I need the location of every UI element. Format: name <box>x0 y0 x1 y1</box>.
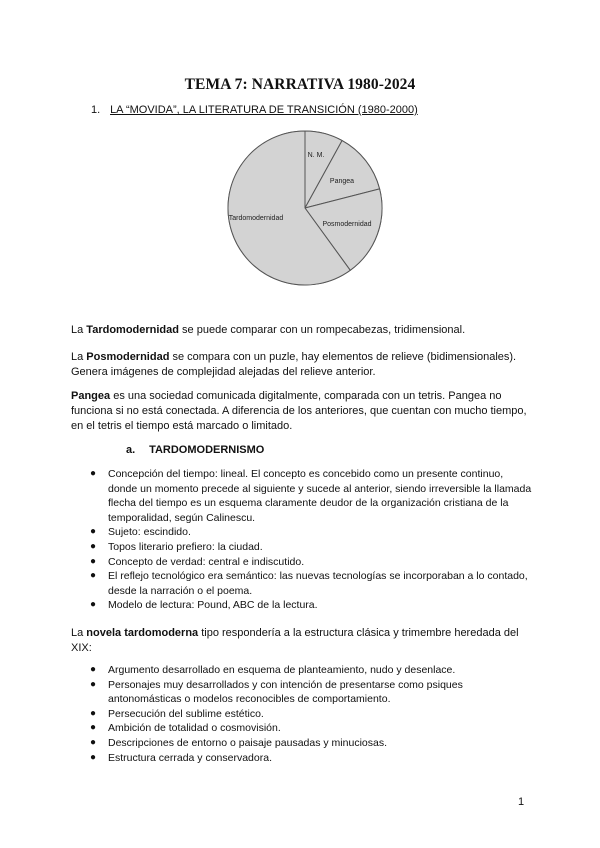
pie-label: N. M. <box>307 152 325 159</box>
list-item: ● Concepto de verdad: central e indiscutido. <box>90 555 305 568</box>
list-item: ● Argumento desarrollado en esquema de planteamiento, nudo y desenlace. <box>90 664 456 676</box>
bullet-icon: ● <box>90 664 97 675</box>
pie-slices <box>228 131 382 285</box>
paragraph-posmodernidad: La Posmodernidad se compara con un puzle, hay elementos de relieve (bidimensionales). Genera imágenes de complejidad alejadas del relieve anterior. <box>71 351 517 379</box>
bullet-icon: ● <box>90 678 97 690</box>
list-item: ● Descripciones de entorno o paisaje pausadas y minuciosas. <box>90 736 387 749</box>
bullet-icon: ● <box>90 555 97 567</box>
section-1-number: 1. <box>91 104 101 116</box>
term-pangea: Pangea <box>71 390 111 402</box>
list-item: ● Estructura cerrada y conservadora. <box>90 751 272 764</box>
list-item: ● Personajes muy desarrollados y con intención de presentarse como psiques antonomásticas o modelos reconocibles de comportamiento. <box>90 678 463 706</box>
bullet-icon: ● <box>90 526 97 538</box>
subsection-a-heading <box>126 444 264 456</box>
list-item: ● Topos literario prefiero: la ciudad. <box>90 540 263 553</box>
bullet-icon: ● <box>90 570 97 582</box>
subsection-a-title: TARDOMODERNISMO <box>149 444 265 456</box>
pie-label: Tardomodernidad <box>228 215 284 222</box>
subsection-a-label: a. <box>126 444 136 456</box>
section-1-heading <box>91 104 418 116</box>
bullet-icon: ● <box>90 540 97 552</box>
pie-label: Pangea <box>329 178 355 185</box>
term-tardomodernidad: Tardomodernidad <box>86 324 179 336</box>
paragraph-novela-tardomoderna: La novela tardomoderna tipo respondería a la estructura clásica y trimembre heredada del XIX: <box>71 627 519 655</box>
term-novela-tardomoderna: novela tardomoderna <box>86 627 199 639</box>
term-posmodernidad: Posmodernidad <box>86 351 170 363</box>
paragraph-pangea: Pangea es una sociedad comunicada digitalmente, comparada con un tetris. Pangea no funciona si no está conectada. A diferencia de los anteriores, que cuentan con mucho tiempo, en el tetris el tiempo está marcado o limitado. <box>71 390 527 433</box>
bullet-icon: ● <box>90 599 97 611</box>
list-item: ● Modelo de lectura: Pound, ABC de la lectura. <box>90 599 318 612</box>
paragraph-tardomodernidad: La Tardomodernidad se puede comparar con un rompecabezas, tridimensional. <box>71 324 466 336</box>
novela-list <box>90 663 532 765</box>
document-title: TEMA 7: NARRATIVA 1980-2024 <box>184 76 416 93</box>
pie-label: Posmodernidad <box>322 221 372 228</box>
section-1-title: LA “MOVIDA”, LA LITERATURA DE TRANSICIÓN (1980-2000) <box>110 104 418 116</box>
list-item: ● Persecución del sublime estético. <box>90 707 264 720</box>
page-number: 1 <box>518 796 525 808</box>
bullet-icon: ● <box>90 736 97 748</box>
bullet-icon: ● <box>90 707 97 719</box>
list-item: ● Ambición de totalidad o cosmovisión. <box>90 722 281 735</box>
bullet-icon: ● <box>90 751 97 763</box>
list-item: ● Concepción del tiempo: lineal. El concepto es concebido como un presente continuo, donde un momento precede al siguiente y sucede al anterior, siendo irreversible la llamada flecha del tiempo es un esquema claramente deudor de la organización cristiana de la temporalidad, según Calinescu. <box>90 468 532 524</box>
pie-chart <box>0 128 600 288</box>
bullet-icon: ● <box>90 722 97 734</box>
bullet-icon: ● <box>90 468 97 479</box>
list-item: ● Sujeto: escindido. <box>90 526 191 539</box>
tardomodernismo-list <box>90 467 532 613</box>
list-item: ● El reflejo tecnológico era semántico: las nuevas tecnologías se incorporaban a lo contado, desde la narración o el poema. <box>90 570 528 597</box>
